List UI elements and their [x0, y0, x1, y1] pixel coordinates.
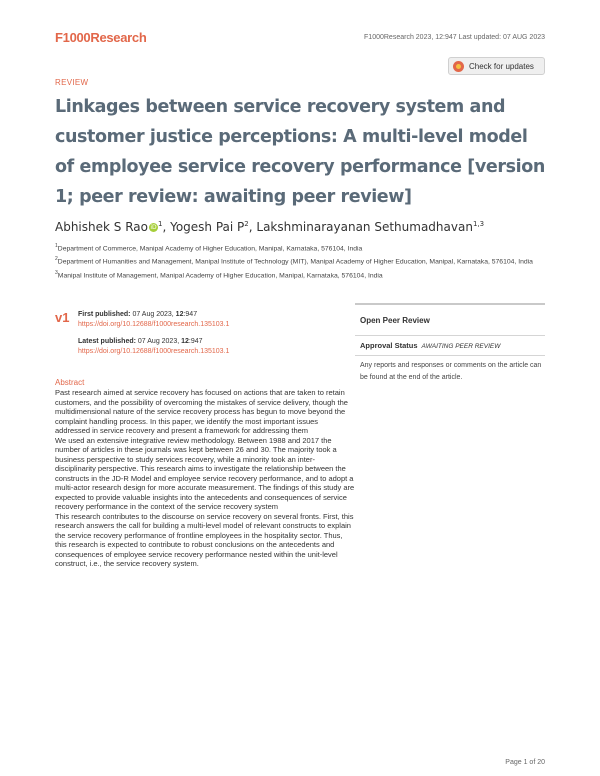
crossmark-icon [453, 61, 464, 72]
latest-doi-link[interactable]: https://doi.org/10.12688/f1000research.135103.1 [78, 348, 230, 355]
article-type-label: REVIEW [55, 78, 89, 87]
author-list: Abhishek S Rao $iD^1$, Yogesh Pai $P^2$, Lakshminarayanan Sethumadhavan$^{1,3}$ [55, 220, 485, 234]
abstract-paragraph: This research contributes to the discourse on service recovery on several fronts. First, this research answers the call for building a multi-level model of relevant constructs to explain the service recovery performance of frontline employees in the hospitality sector. Thus, this research is expected to contribute to robust conclusions on the antecedents and consequences of employee service recovery performance nested within the unit-level construct, i.e., the service recovery system. [55, 511, 354, 568]
author-name[interactable]: Yogesh Pai P [170, 220, 245, 234]
divider [355, 335, 545, 336]
author-sup: 1 [157, 220, 163, 228]
abstract-paragraph: Past research aimed at service recovery has focused on actions that are taken to retain customers, and the possibility of overcoming the mistakes of service delivery, though the multidimensional nature of the service recovery process has begun to move beyond the complaint handling process. In this paper, we identify the most important issues addressed in service recovery and present a framework for addressing them [55, 388, 348, 435]
open-peer-review-panel [355, 303, 545, 384]
affiliations [55, 241, 535, 281]
abstract [55, 378, 355, 569]
open-peer-review-heading: Open Peer Review [360, 316, 430, 325]
abstract-heading: Abstract [55, 378, 85, 387]
check-for-updates-button[interactable] [448, 57, 545, 75]
check-updates-label: Check for updates [469, 61, 534, 71]
orcid-icon[interactable]: iD [150, 224, 157, 231]
author-name[interactable]: Abhishek S Rao [55, 220, 148, 234]
journal-logo: F1000Research [55, 30, 147, 45]
latest-published: Latest published: 07 Aug 2023, 12:947 https://doi.org/10.12688/f1000research.135103.1 [78, 338, 230, 355]
first-doi-link[interactable]: https://doi.org/10.12688/f1000research.135103.1 [78, 321, 230, 328]
author-sup: 1,3 [472, 220, 485, 228]
affiliation: $^3$Manipal Institute of Management, Manipal Academy of Higher Education, Manipal, Karnataka, 576104, India [55, 269, 383, 279]
divider [355, 355, 545, 356]
peer-review-note: Any reports and responses or comments on the article can be found at the end of the article. [360, 362, 542, 381]
affiliation: $^1$Department of Commerce, Manipal Academy of Higher Education, Manipal, Karnataka, 576104, India [55, 243, 363, 253]
version-label: v1 [55, 310, 70, 325]
article-title: Linkages between service recovery system and customer justice perceptions: A multi-level model of employee service recovery performance [version 1; peer review: awaiting peer review] [55, 97, 545, 207]
first-published: First published: 07 Aug 2023, 12:947 https://doi.org/10.12688/f1000research.135103.1 [78, 311, 230, 328]
approval-status: Approval Status AWAITING PEER REVIEW [360, 341, 501, 350]
abstract-paragraph: We used an extensive integrative review methodology. Between 1988 and 2017 the number of articles in these journals was kept between 26 and 30. The majority took a business perspective to study services recovery, while a minority took an inter-disciplinarity perspective. This research aims to investigate the relationship between the constructs in the JD-R Model and employee service recovery performance, and to adopt a multi-actor research design for more accurate measurement. The findings of this study are expected to provide valuable insights into the antecedents and consequences of service recovery performance in the context of the service recovery system [55, 435, 355, 511]
status-badge: AWAITING PEER REVIEW [421, 343, 501, 350]
header-citation: F1000Research 2023, 12:947 Last updated: 07 AUG 2023 [364, 34, 545, 41]
author-name[interactable]: Lakshminarayanan Sethumadhavan [256, 220, 473, 234]
divider [355, 303, 545, 305]
affiliation: $^2$Department of Humanities and Management, Manipal Institute of Technology (MIT), Manipal Academy of Higher Education, Manipal, Karnataka, 576104, India [55, 256, 533, 266]
page-number: Page 1 of 20 [505, 759, 545, 766]
author-sup: 2 [244, 220, 249, 228]
